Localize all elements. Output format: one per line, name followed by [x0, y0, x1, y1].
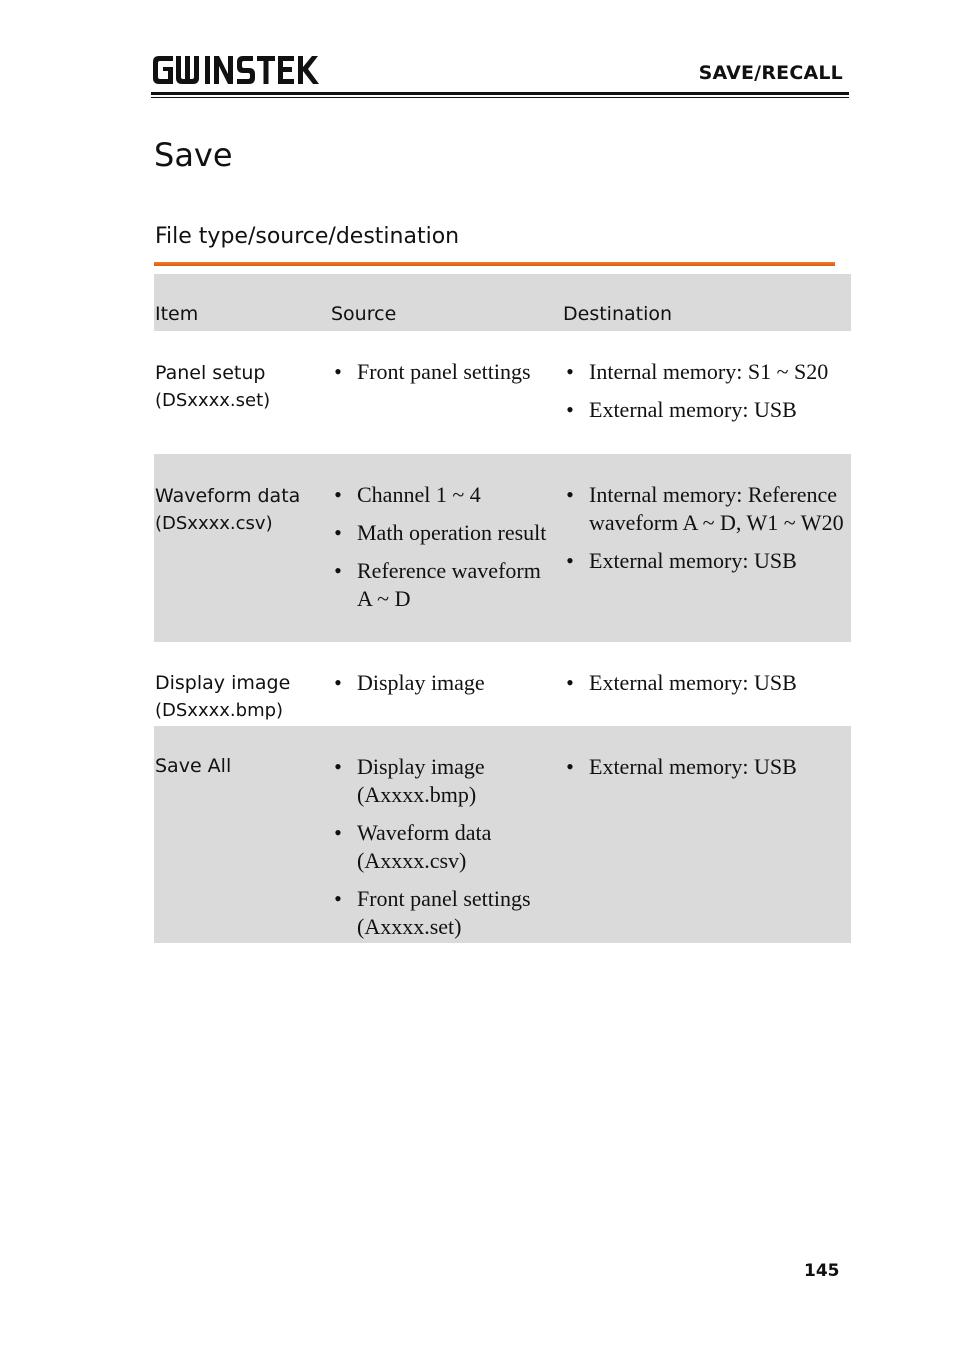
- table-row: [154, 454, 851, 642]
- destination-list: [563, 481, 848, 585]
- header-rule-thick: [151, 92, 849, 95]
- list-item: • Front panel settings: [331, 358, 559, 386]
- bullet-icon: •: [334, 754, 342, 779]
- bullet-icon: •: [334, 558, 342, 583]
- item-filename: (DSxxxx.set): [155, 390, 271, 411]
- bullet-icon: •: [334, 520, 342, 545]
- file-type-table: [154, 274, 851, 943]
- column-header-destination: Destination: [563, 303, 673, 325]
- list-item: • Channel 1 ~ 4: [331, 481, 559, 509]
- gw-instek-logo: [153, 56, 323, 84]
- item-name: Display image: [155, 672, 291, 694]
- list-item: • External memory: USB: [563, 547, 848, 575]
- destination-list: [563, 358, 848, 434]
- list-item: • External memory: USB: [563, 669, 848, 697]
- list-item: • Waveform data (Axxxx.csv): [331, 819, 559, 875]
- table-row: [154, 726, 851, 943]
- column-header-item: Item: [155, 303, 199, 325]
- list-item: • Math operation result: [331, 519, 559, 547]
- bullet-icon: •: [334, 820, 342, 845]
- table-header-row: [154, 274, 851, 331]
- bullet-icon: •: [334, 359, 342, 384]
- header-rule-thin: [151, 97, 849, 98]
- bullet-icon: •: [334, 482, 342, 507]
- bullet-icon: •: [334, 670, 342, 695]
- column-header-source: Source: [331, 303, 397, 325]
- item-filename: (DSxxxx.bmp): [155, 700, 284, 721]
- bullet-icon: •: [334, 886, 342, 911]
- page-title: Save: [154, 136, 233, 174]
- table-row: [154, 642, 851, 726]
- list-item: • External memory: USB: [563, 753, 848, 781]
- source-list: [331, 669, 559, 707]
- bullet-icon: •: [566, 359, 574, 384]
- source-list: [331, 481, 559, 623]
- list-item: • External memory: USB: [563, 396, 848, 424]
- bullet-icon: •: [566, 670, 574, 695]
- section-subtitle: File type/source/destination: [155, 224, 460, 249]
- page-number: 145: [804, 1261, 840, 1281]
- item-cell: [155, 360, 270, 414]
- bullet-icon: •: [566, 397, 574, 422]
- list-item: • Display image (Axxxx.bmp): [331, 753, 559, 809]
- section-name: SAVE/RECALL: [698, 62, 843, 84]
- item-name: Save All: [155, 755, 232, 777]
- destination-list: [563, 669, 848, 707]
- bullet-icon: •: [566, 482, 574, 507]
- source-list: [331, 753, 559, 951]
- item-name: Panel setup: [155, 362, 266, 384]
- subtitle-underline: [154, 262, 835, 266]
- list-item: • Front panel settings (Axxxx.set): [331, 885, 559, 941]
- list-item: • Internal memory: S1 ~ S20: [563, 358, 848, 386]
- item-cell: [155, 753, 231, 780]
- list-item: • Reference waveform A ~ D: [331, 557, 559, 613]
- item-cell: [155, 483, 300, 537]
- table-row: [154, 331, 851, 454]
- list-item: • Display image: [331, 669, 559, 697]
- bullet-icon: •: [566, 548, 574, 573]
- item-cell: [155, 670, 290, 724]
- destination-list: [563, 753, 848, 791]
- item-filename: (DSxxxx.csv): [155, 513, 273, 534]
- source-list: [331, 358, 559, 396]
- list-item: • Internal memory: Reference waveform A ~ D, W1 ~ W20: [563, 481, 848, 537]
- item-name: Waveform data: [155, 485, 301, 507]
- bullet-icon: •: [566, 754, 574, 779]
